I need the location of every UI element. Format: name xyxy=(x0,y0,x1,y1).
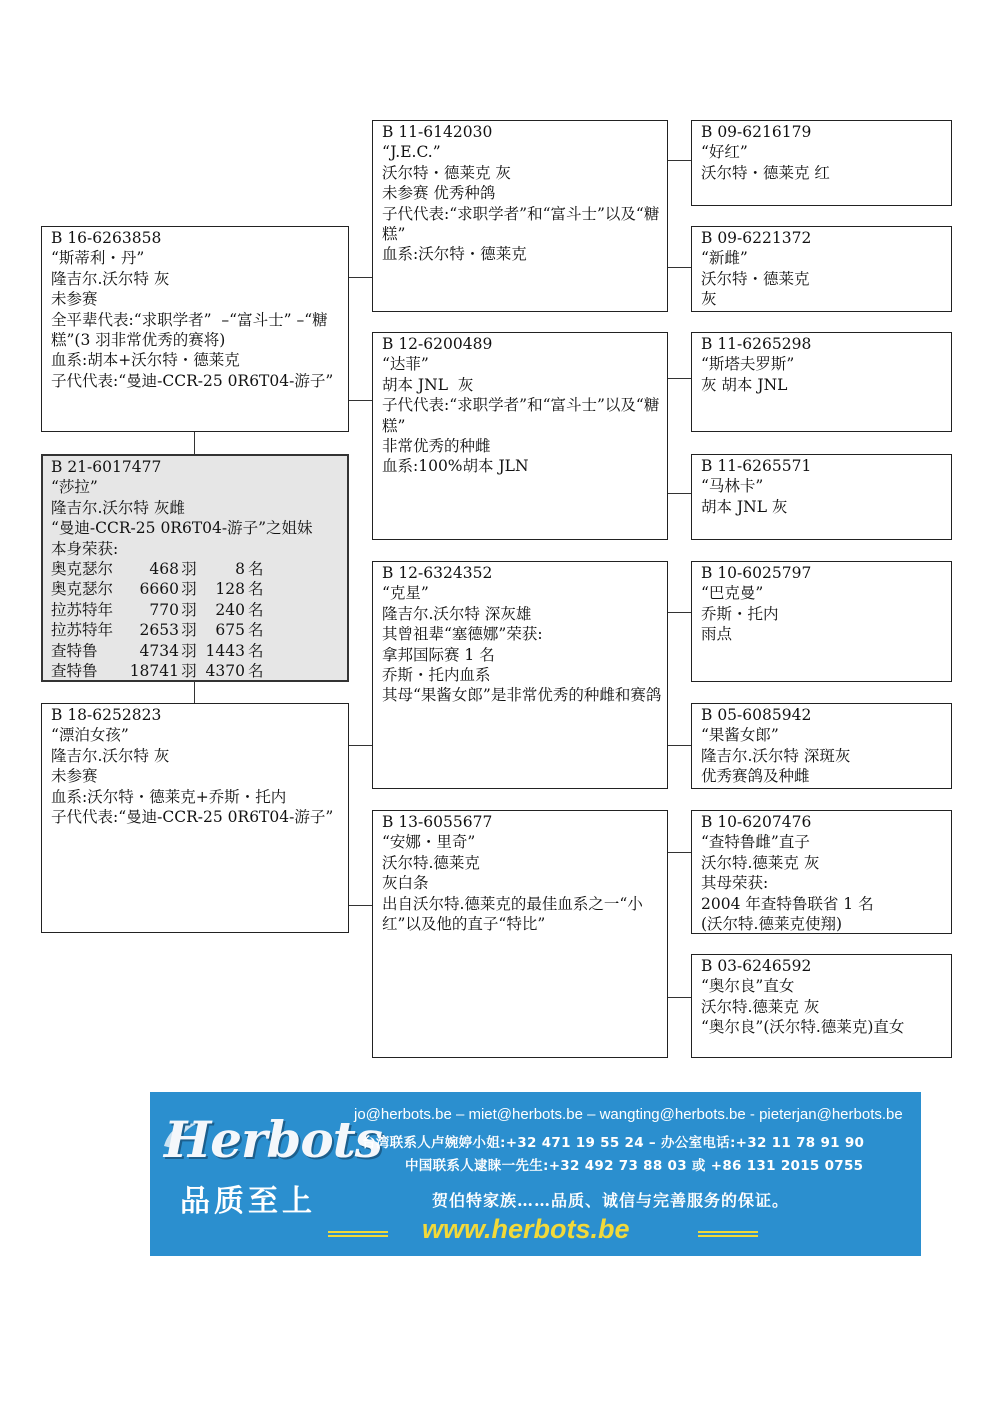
breeder-color: 隆吉尔.沃尔特 灰 xyxy=(51,269,170,288)
detail-line: 灰 xyxy=(701,290,717,309)
connector xyxy=(667,612,691,613)
pigeon-name: “克星” xyxy=(382,584,429,603)
detail-line: 出自沃尔特.德莱克的最佳血系之一“小红”以及他的直子“特比” xyxy=(382,894,643,934)
great-grandparent-card xyxy=(691,120,952,206)
pigeon-name: “奥尔良”直女 xyxy=(701,977,795,996)
place-suffix: 名 xyxy=(248,641,264,660)
bird-count: 4734 xyxy=(139,641,179,660)
connector xyxy=(348,277,372,278)
great-grandparent-card xyxy=(691,226,952,312)
tagline: 贺伯特家族……品质、诚信与完善服务的保证。 xyxy=(432,1191,790,1210)
unit-label: 羽 xyxy=(181,580,197,599)
breeder-color: 沃尔特・德莱克 红 xyxy=(701,163,830,182)
pigeon-name: “马林卡” xyxy=(701,477,764,496)
race-name: 查特鲁 xyxy=(51,641,98,660)
breeder-color: 隆吉尔.沃尔特 深斑灰 xyxy=(701,746,851,765)
detail-line: 非常优秀的种雌 xyxy=(382,437,491,456)
breeder-color: 沃尔特.德莱克 xyxy=(382,853,480,872)
unit-label: 羽 xyxy=(181,600,197,619)
detail-line: 其母“果酱女郎”是非常优秀的种雌和赛鸽 xyxy=(382,686,662,705)
contact-taiwan: 台湾联系人卢婉婷小姐:+32 471 19 55 24 – 办公室电话:+32 11 78 91 90 xyxy=(362,1135,865,1151)
detail-line: 子代代表:“求职学者”和“富斗士”以及“糖糕” xyxy=(382,396,660,435)
grandparent-card xyxy=(372,332,668,540)
detail-line: 优秀赛鸽及种雌 xyxy=(701,767,810,786)
place-number: 675 xyxy=(215,621,245,640)
great-grandparent-card xyxy=(691,810,952,934)
result-row xyxy=(51,600,347,620)
place-suffix: 名 xyxy=(248,580,264,599)
bird-count: 2653 xyxy=(139,621,179,640)
breeder-color: 隆吉尔.沃尔特 灰 xyxy=(51,746,170,765)
breeder-color: 胡本 JNL 灰 xyxy=(701,497,788,516)
place-suffix: 名 xyxy=(248,560,264,579)
ring-number: B 12-6200489 xyxy=(382,335,493,353)
connector xyxy=(194,431,195,455)
pigeon-name: “查特鲁雌”直子 xyxy=(701,833,810,852)
slogan: 品质至上 xyxy=(180,1184,316,1219)
detail-line: 血系:100%胡本 JLN xyxy=(382,457,529,476)
pigeon-name: “J.E.C.” xyxy=(382,143,441,162)
bloodline: 血系:沃尔特・德莱克+乔斯・托内 xyxy=(51,787,287,806)
race-name: 拉苏特年 xyxy=(51,600,114,619)
breeder-color: 沃尔特.德莱克 灰 xyxy=(701,853,820,872)
honors-label: 本身荣获: xyxy=(51,539,119,558)
place-number: 8 xyxy=(235,560,245,579)
ring-number: B 13-6055677 xyxy=(382,813,493,831)
pigeon-name: “安娜・里奇” xyxy=(382,833,476,852)
email-list[interactable]: jo@herbots.be – miet@herbots.be – wangting@herbots.be - pieterjan@herbots.be xyxy=(354,1106,903,1123)
great-grandparent-card xyxy=(691,454,952,540)
race-name: 奥克瑟尔 xyxy=(51,560,114,579)
race-status: 未参赛 xyxy=(51,290,98,309)
detail-line: 未参赛 优秀种鸽 xyxy=(382,184,496,203)
connector xyxy=(667,745,691,746)
place-number: 4370 xyxy=(205,662,245,681)
herbots-banner xyxy=(150,1092,921,1256)
race-name: 拉苏特年 xyxy=(51,621,114,640)
detail-line: 血系:沃尔特・德莱克 xyxy=(382,245,527,264)
sire-card xyxy=(41,226,349,432)
race-name: 查特鲁 xyxy=(51,662,98,681)
detail-line: 雨点 xyxy=(701,625,733,644)
place-number: 1443 xyxy=(205,641,245,660)
ring-number: B 10-6207476 xyxy=(701,813,812,831)
contact-china: 中国联系人逮睐一先生:+32 492 73 88 03 或 +86 131 2015 0755 xyxy=(405,1158,864,1174)
place-number: 240 xyxy=(215,600,245,619)
ring-number: B 11-6265298 xyxy=(701,335,812,353)
pigeon-name: “好红” xyxy=(701,143,748,162)
decorative-rule xyxy=(698,1231,758,1237)
bloodline: 血系:胡本+沃尔特・德莱克 xyxy=(51,351,240,370)
unit-label: 羽 xyxy=(181,560,197,579)
connector xyxy=(194,681,195,703)
great-grandparent-card xyxy=(691,703,952,789)
connector xyxy=(667,493,691,494)
connector xyxy=(667,852,691,853)
result-row xyxy=(51,579,347,599)
connector xyxy=(348,745,372,746)
unit-label: 羽 xyxy=(181,662,197,681)
ring-number: B 16-6263858 xyxy=(51,229,162,247)
result-row xyxy=(51,620,347,640)
bird-count: 468 xyxy=(149,560,179,579)
pigeon-name: “漂泊女孩” xyxy=(51,726,129,745)
pigeon-name: “巴克曼” xyxy=(701,584,764,603)
bird-count: 6660 xyxy=(139,580,179,599)
website-link[interactable]: www.herbots.be xyxy=(422,1214,630,1244)
ring-number: B 21-6017477 xyxy=(51,458,162,476)
ring-number: B 09-6216179 xyxy=(701,123,812,141)
ring-number: B 18-6252823 xyxy=(51,706,162,724)
pigeon-name: “果酱女郎” xyxy=(701,726,779,745)
great-grandparent-card xyxy=(691,332,952,432)
ring-number: B 10-6025797 xyxy=(701,564,812,582)
breeder-color: 沃尔特・德莱克 灰 xyxy=(382,163,511,182)
place-suffix: 名 xyxy=(248,600,264,619)
connector xyxy=(667,378,691,379)
detail-line: 其曾祖辈“塞德娜”荣获: xyxy=(382,625,543,644)
connector xyxy=(667,160,691,161)
breeder-color: 隆吉尔.沃尔特 灰雌 xyxy=(51,498,185,517)
detail-line: “奥尔良”(沃尔特.德莱克)直女 xyxy=(701,1018,905,1037)
detail-line: (沃尔特.德莱克使翔) xyxy=(701,915,843,934)
place-suffix: 名 xyxy=(248,662,264,681)
result-row xyxy=(51,559,347,579)
unit-label: 羽 xyxy=(181,641,197,660)
offspring-note: 子代代表:“曼迪-CCR-25 0R6T04-游子” xyxy=(51,808,334,827)
pigeon-name: “斯塔夫罗斯” xyxy=(701,355,795,374)
pigeon-name: “斯蒂利・丹” xyxy=(51,249,145,268)
connector xyxy=(667,997,691,998)
breeder-color: 隆吉尔.沃尔特 深灰雄 xyxy=(382,604,532,623)
offspring-note: 子代代表:“曼迪-CCR-25 0R6T04-游子” xyxy=(51,371,334,390)
ring-number: B 12-6324352 xyxy=(382,564,493,582)
sibling-note: “曼迪-CCR-25 0R6T04-游子”之姐妹 xyxy=(51,519,313,538)
breeder-color: 灰 胡本 JNL xyxy=(701,375,788,394)
detail-line: 其母荣获: xyxy=(701,874,769,893)
connector xyxy=(348,905,372,906)
grandparent-card xyxy=(372,561,668,789)
grandparent-card xyxy=(372,120,668,312)
siblings-note: 全平辈代表:“求职学者” –“富斗士” –“糖糕”(3 羽非常优秀的赛将) xyxy=(51,310,328,350)
bird-count: 770 xyxy=(149,600,179,619)
connector xyxy=(348,400,372,401)
breeder-color: 沃尔特.德莱克 灰 xyxy=(701,997,820,1016)
decorative-rule xyxy=(328,1231,388,1237)
place-suffix: 名 xyxy=(248,621,264,640)
detail-line: 2004 年查特鲁联省 1 名 xyxy=(701,894,874,913)
detail-line: 子代代表:“求职学者”和“富斗士”以及“糖糕” xyxy=(382,204,660,244)
grandparent-card xyxy=(372,810,668,1058)
subject-card xyxy=(41,454,349,682)
results-list xyxy=(51,559,347,681)
pigeon-name: “达菲” xyxy=(382,355,429,374)
connector xyxy=(667,267,691,268)
unit-label: 羽 xyxy=(181,621,197,640)
pigeon-name: “莎拉” xyxy=(51,478,98,497)
detail-line: 灰白条 xyxy=(382,874,429,893)
breeder-color: 乔斯・托内 xyxy=(701,604,779,623)
great-grandparent-card xyxy=(691,954,952,1058)
ring-number: B 09-6221372 xyxy=(701,229,812,247)
ring-number: B 03-6246592 xyxy=(701,957,812,975)
brand-logo: Herbots xyxy=(164,1110,382,1169)
result-row xyxy=(51,661,347,681)
pigeon-name: “新雌” xyxy=(701,249,748,268)
ring-number: B 05-6085942 xyxy=(701,706,812,724)
bird-count: 18741 xyxy=(129,662,179,681)
race-name: 奥克瑟尔 xyxy=(51,580,114,599)
ring-number: B 11-6265571 xyxy=(701,457,812,475)
breeder-color: 沃尔特・德莱克 xyxy=(701,269,810,288)
race-status: 未参赛 xyxy=(51,767,98,786)
breeder-color: 胡本 JNL 灰 xyxy=(382,375,474,394)
dam-card xyxy=(41,703,349,933)
place-number: 128 xyxy=(215,580,245,599)
result-row xyxy=(51,641,347,661)
great-grandparent-card xyxy=(691,561,952,682)
detail-line: 乔斯・托内血系 xyxy=(382,666,491,685)
ring-number: B 11-6142030 xyxy=(382,123,493,141)
detail-line: 拿邦国际赛 1 名 xyxy=(382,645,495,664)
